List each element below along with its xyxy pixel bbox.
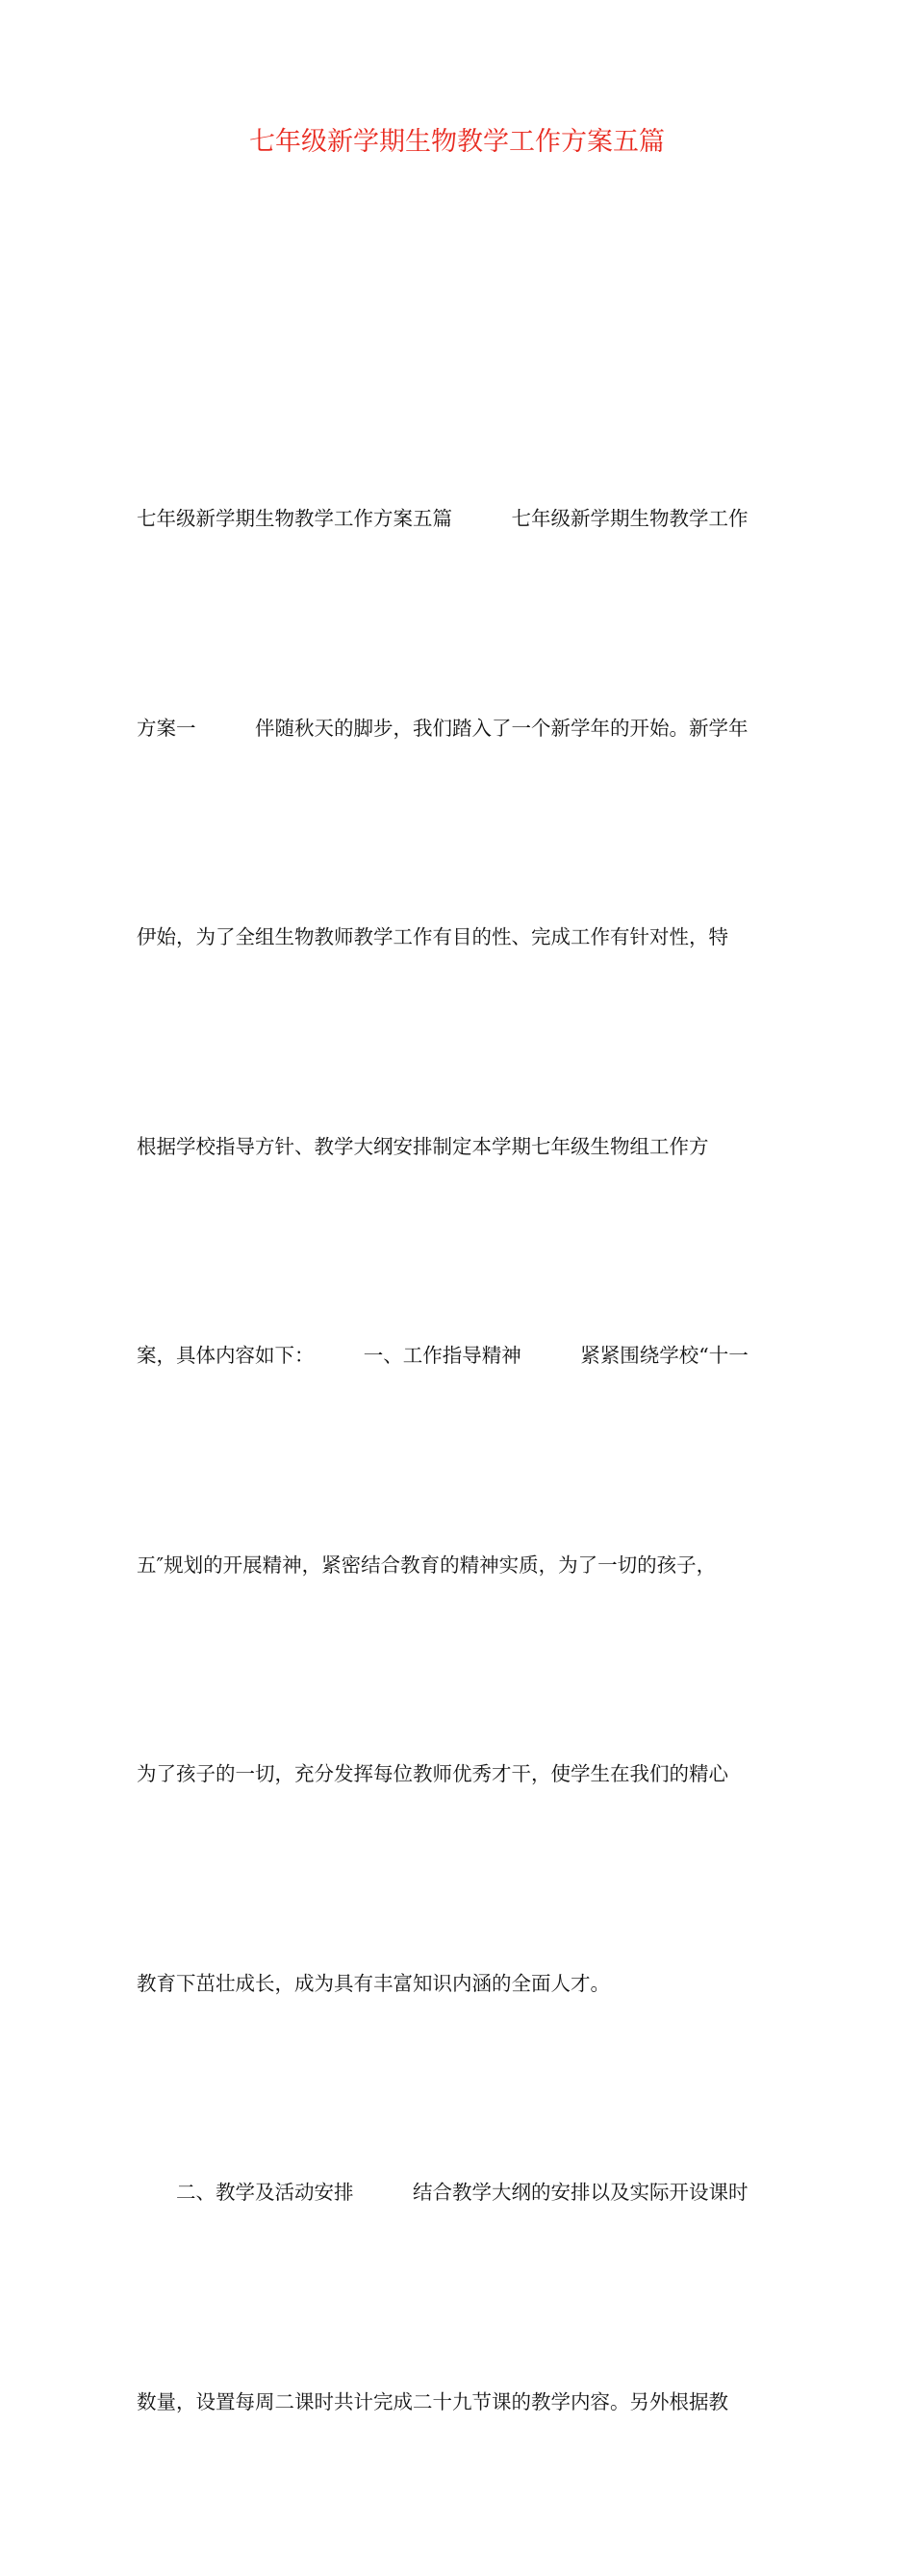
document-body [137, 344, 781, 2576]
body-line: 教育下茁壮成长，成为具有丰富知识内涵的全面人才。 [137, 1971, 610, 1995]
body-line: 七年级新学期生物教学工作方案五篇 七年级新学期生物教学工作 [137, 507, 749, 530]
body-line: 二、教学及活动安排 结合教学大纲的安排以及实际开设课时 [137, 2181, 749, 2204]
document-title: 七年级新学期生物教学工作方案五篇 [249, 127, 665, 157]
body-line: 为了孩子的一切，充分发挥每位教师优秀才干，使学生在我们的精心 [137, 1762, 728, 1785]
body-line: 伊始，为了全组生物教师教学工作有目的性、完成工作有针对性，特 [137, 925, 728, 948]
body-line: 五″规划的开展精神，紧密结合教育的精神实质，为了一切的孩子， [137, 1553, 717, 1577]
body-line: 案，具体内容如下： 一、工作指导精神 紧紧围绕学校“十一 [137, 1344, 749, 1367]
body-line: 数量，设置每周二课时共计完成二十九节课的教学内容。另外根据教 [137, 2389, 728, 2413]
body-line: 根据学校指导方针、教学大纲安排制定本学期七年级生物组工作方 [137, 1134, 709, 1158]
body-line: 方案一 伴随秋天的脚步，我们踏入了一个新学年的开始。新学年 [137, 716, 749, 740]
